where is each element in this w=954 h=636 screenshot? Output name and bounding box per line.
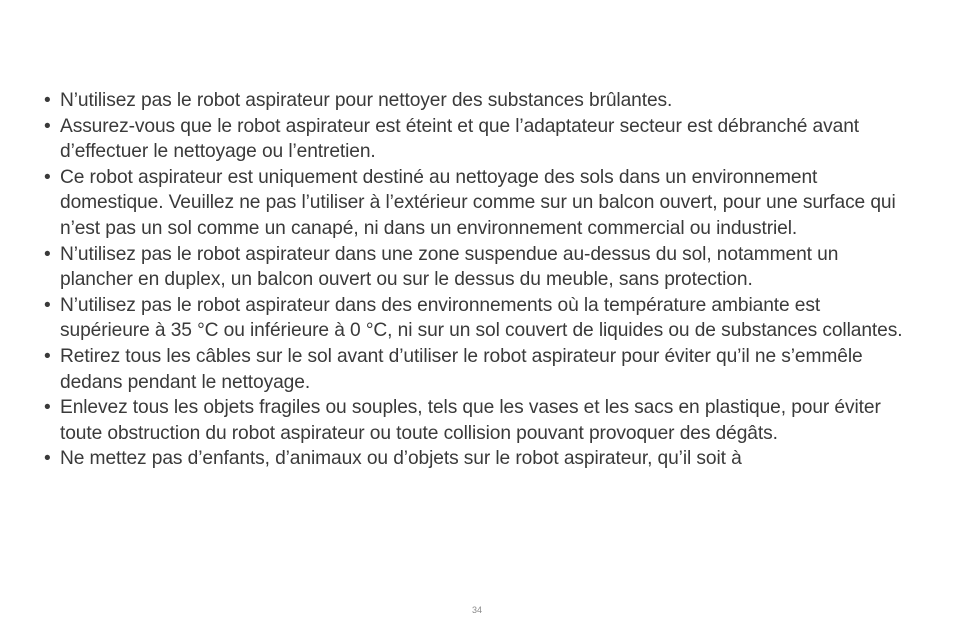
list-item bbox=[44, 446, 914, 472]
list-item bbox=[44, 293, 914, 344]
bullet-icon: • bbox=[44, 243, 51, 265]
bullet-icon: • bbox=[44, 90, 51, 111]
list-item-text: Ce robot aspirateur est uniquement destiné au nettoyage des sols dans un environnement domestique. Veuillez ne pas l’utiliser à l’extérieur comme sur un balcon ouvert, pour une surface qui n’est pas un sol comme un canapé, ni dans un environnement commercial ou industriel. bbox=[60, 166, 896, 239]
bullet-icon: • bbox=[44, 345, 51, 367]
list-item bbox=[44, 395, 914, 446]
list-item bbox=[44, 114, 914, 165]
bullet-icon: • bbox=[44, 397, 51, 419]
bullet-icon: • bbox=[44, 294, 51, 316]
list-item bbox=[44, 242, 914, 293]
safety-instructions-list bbox=[44, 88, 914, 472]
list-item-text: Enlevez tous les objets fragiles ou souples, tels que les vases et les sacs en plastique, pour éviter toute obstruction du robot aspirateur ou toute collision pouvant provoquer des dégâts. bbox=[60, 397, 881, 444]
list-item-text: N’utilisez pas le robot aspirateur pour nettoyer des substances brûlantes. bbox=[60, 90, 673, 111]
list-item bbox=[44, 344, 914, 395]
bullet-icon: • bbox=[44, 115, 51, 137]
list-item-text: Retirez tous les câbles sur le sol avant d’utiliser le robot aspirateur pour éviter qu’il ne s’emmêle dedans pendant le nettoyage. bbox=[60, 345, 863, 393]
list-item bbox=[44, 165, 914, 242]
list-item-text: Ne mettez pas d’enfants, d’animaux ou d’objets sur le robot aspirateur, qu’il soit à bbox=[60, 448, 742, 470]
list-item bbox=[44, 88, 914, 114]
list-item-text: N’utilisez pas le robot aspirateur dans une zone suspendue au-dessus du sol, notamment un plancher en duplex, un balcon ouvert ou sur le dessus du meuble, sans protection. bbox=[60, 243, 839, 291]
bullet-icon: • bbox=[44, 166, 51, 188]
list-item-text: N’utilisez pas le robot aspirateur dans des environnements où la température ambiante est supérieure à 35 °C ou inférieure à 0 °C, ni sur un sol couvert de liquides ou de substances collantes. bbox=[60, 294, 903, 342]
list-item-text: Assurez-vous que le robot aspirateur est éteint et que l’adaptateur secteur est débranché avant d’effectuer le nettoyage ou l’entretien. bbox=[60, 115, 859, 163]
page-number: 34 bbox=[471, 605, 482, 615]
bullet-icon: • bbox=[44, 448, 51, 470]
